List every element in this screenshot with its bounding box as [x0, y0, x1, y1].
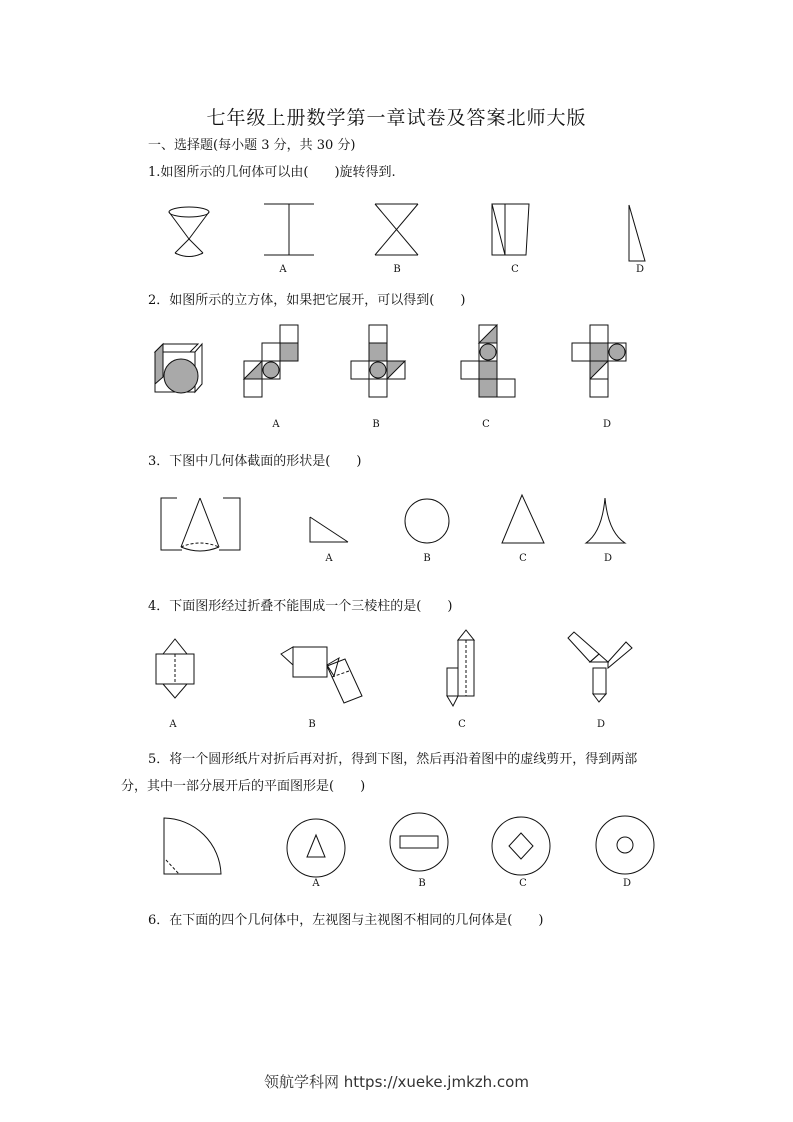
q3-option-c-shape [502, 495, 544, 543]
q2-label-d: D [602, 419, 612, 430]
q3-option-b-shape [405, 499, 449, 543]
q1-option-c-shape [492, 204, 529, 255]
footer-watermark: 领航学科网 https://xueke.jmkzh.com [264, 1073, 529, 1091]
q2-net-a [244, 325, 298, 397]
q4-label-d: D [596, 719, 606, 730]
q1-label-a: A [279, 264, 287, 275]
q2-label-a: A [272, 419, 280, 430]
q1-figures [160, 195, 660, 265]
question-1: 1.如图所示的几何体可以由( )旋转得到. [148, 165, 396, 180]
question-4: 4．下面图形经过折叠不能围成一个三棱柱的是( ) [148, 599, 453, 614]
q2-net-c [461, 325, 515, 397]
q3-option-a-shape [310, 517, 348, 542]
q4-figures [150, 626, 650, 716]
question-5-line-2: 分，其中一部分展开后的平面图形是( ) [121, 779, 366, 794]
q3-label-a: A [325, 553, 333, 564]
q4-net-b [281, 647, 362, 703]
q4-label-b: B [308, 719, 316, 730]
q5-option-d-shape [596, 816, 654, 874]
q5-label-d: D [622, 878, 632, 889]
q2-label-c: C [482, 419, 490, 430]
q4-label-a: A [169, 719, 177, 730]
section-heading: 一、选择题(每小题 3 分，共 30 分) [148, 138, 356, 153]
q2-label-b: B [372, 419, 380, 430]
question-5-line-1: 5．将一个圆形纸片对折后再对折，得到下图，然后再沿着图中的虚线剪开，得到两部 [148, 752, 638, 767]
q1-option-a-shape [264, 204, 314, 255]
q3-option-d-shape [586, 498, 625, 543]
q2-figures [150, 322, 650, 402]
q1-option-d-shape [629, 205, 645, 261]
q3-label-c: C [519, 553, 527, 564]
question-2: 2．如图所示的立方体，如果把它展开，可以得到( ) [148, 293, 466, 308]
q4-label-c: C [458, 719, 466, 730]
q1-solid-double-cone [169, 207, 209, 257]
q1-option-b-shape [375, 204, 418, 255]
q3-cone-with-plane [161, 498, 240, 551]
page-title: 七年级上册数学第一章试卷及答案北师大版 [206, 107, 587, 129]
q2-cube [155, 344, 202, 393]
q2-net-d [572, 325, 626, 397]
question-3: 3．下图中几何体截面的形状是( ) [148, 454, 362, 469]
question-6: 6．在下面的四个几何体中，左视图与主视图不相同的几何体是( ) [148, 913, 544, 928]
q3-label-b: B [423, 553, 431, 564]
q5-option-b-shape [390, 813, 448, 871]
q1-label-b: B [393, 264, 401, 275]
q5-folded-quarter-circle [164, 818, 221, 874]
q5-option-a-shape [287, 819, 345, 877]
q1-label-c: C [511, 264, 519, 275]
q5-label-c: C [519, 878, 527, 889]
q3-label-d: D [603, 553, 613, 564]
q2-net-b [351, 325, 405, 397]
q4-net-a [156, 639, 194, 698]
q4-net-c [447, 630, 474, 706]
q5-option-c-shape [492, 817, 550, 875]
q5-label-a: A [312, 878, 320, 889]
q5-figures [155, 812, 655, 882]
q1-label-d: D [635, 264, 645, 275]
q4-net-d [568, 632, 632, 702]
q5-label-b: B [418, 878, 426, 889]
q3-figures [155, 490, 645, 560]
